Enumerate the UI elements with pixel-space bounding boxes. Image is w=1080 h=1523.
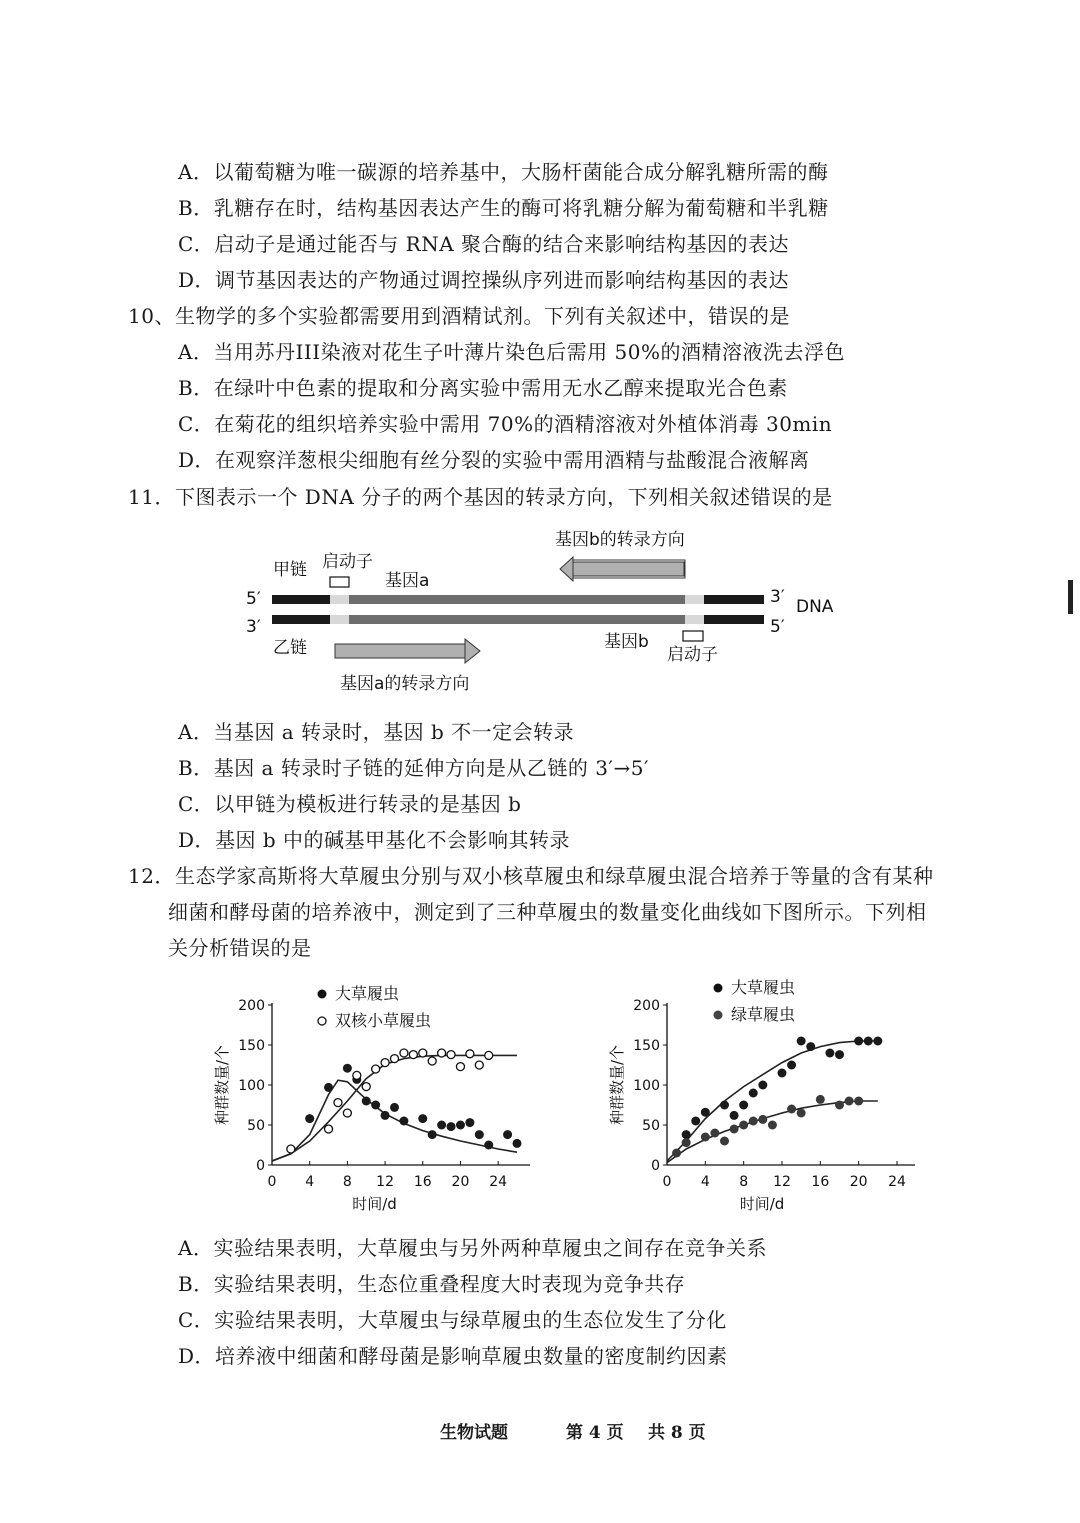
data-point [465, 1118, 474, 1127]
y-tick-label: 0 [651, 1158, 660, 1174]
x-tick-label: 20 [849, 1174, 868, 1190]
data-point [447, 1051, 455, 1059]
data-point [854, 1037, 863, 1046]
data-point [475, 1130, 484, 1139]
data-point [768, 1121, 777, 1130]
x-axis-label: 时间/d [352, 1195, 397, 1213]
five-prime-bottom-right: 5′ [770, 617, 785, 637]
q9-option-c: C．启动子是通过能否与 RNA 聚合酶的结合来影响结构基因的表达 [178, 232, 790, 256]
x-tick-label: 8 [342, 1174, 352, 1190]
three-prime-top-right: 3′ [770, 587, 785, 607]
data-point [485, 1051, 493, 1059]
gene-a-region-top [330, 595, 700, 604]
data-point [372, 1065, 380, 1073]
data-point [835, 1101, 844, 1110]
data-point [362, 1083, 370, 1091]
five-prime-top-left: 5′ [246, 589, 261, 609]
q10-option-b: B．在绿叶中色素的提取和分离实验中需用无水乙醇来提取光合色素 [178, 376, 788, 400]
x-tick-label: 24 [489, 1174, 508, 1190]
data-point [845, 1097, 854, 1106]
data-point [739, 1121, 748, 1130]
data-point [287, 1145, 295, 1153]
data-point [484, 1141, 493, 1150]
q11-option-c: C．以甲链为模板进行转录的是基因 b [178, 792, 522, 816]
x-tick-label: 12 [773, 1174, 791, 1190]
y-tick-label: 200 [633, 998, 660, 1014]
q12-stem-line-2: 细菌和酵母菌的培养液中，测定到了三种草履虫的数量变化曲线如下图所示。下列相 [168, 900, 927, 924]
x-tick-label: 16 [811, 1174, 830, 1190]
data-point [710, 1129, 719, 1138]
legend-marker [318, 990, 327, 999]
gene-b-direction-label: 基因b的转录方向 [555, 530, 685, 550]
y-tick-label: 0 [256, 1158, 265, 1174]
q10-stem: 10、生物学的多个实验都需要用到酒精试剂。下列有关叙述中，错误的是 [128, 304, 790, 328]
data-point [428, 1057, 436, 1065]
data-point [334, 1099, 342, 1107]
data-point [456, 1121, 465, 1130]
q9-option-d: D．调节基因表达的产物通过调控操纵序列进而影响结构基因的表达 [178, 268, 790, 292]
q12-option-b: B．实验结果表明，生态位重叠程度大时表现为竞争共存 [178, 1272, 686, 1296]
y-axis-label: 种群数量/个 [608, 1044, 626, 1126]
data-point [428, 1130, 437, 1139]
q12-option-a: A．实验结果表明，大草履虫与另外两种草履虫之间存在竞争关系 [178, 1236, 767, 1260]
data-point [758, 1115, 767, 1124]
x-axis-label: 时间/d [739, 1195, 785, 1213]
legend-label: 大草履虫 [731, 978, 796, 997]
y-tick-label: 200 [238, 998, 265, 1014]
footer-page: 第 4 页 [566, 1423, 624, 1443]
data-point [730, 1111, 739, 1120]
data-point [701, 1133, 710, 1142]
dna-diagram [230, 520, 850, 700]
data-point [400, 1049, 408, 1057]
gene-a-arrow [335, 644, 465, 658]
data-point [503, 1130, 512, 1139]
legend-marker [714, 1011, 723, 1020]
data-point [816, 1095, 825, 1104]
data-point [672, 1149, 681, 1158]
data-point [720, 1101, 729, 1110]
data-point [806, 1042, 815, 1051]
promoter-bottom-label: 启动子 [667, 645, 718, 665]
data-point [437, 1121, 446, 1130]
legend-label: 双核小草履虫 [335, 1011, 432, 1030]
x-tick-label: 12 [376, 1174, 394, 1190]
q11-option-a: A．当基因 a 转录时，基因 b 不一定会转录 [178, 720, 575, 744]
data-point [720, 1137, 729, 1146]
promoter-bottom-box [683, 631, 703, 641]
data-point [438, 1049, 446, 1057]
q9-option-a: A．以葡萄糖为唯一碳源的培养基中，大肠杆菌能合成分解乳糖所需的酶 [178, 160, 829, 184]
data-point [399, 1117, 408, 1126]
chart-right [600, 970, 920, 1220]
q10-option-d: D．在观察洋葱根尖细胞有丝分裂的实验中需用酒精与盐酸混合液解离 [178, 448, 810, 472]
promoter-top-label: 启动子 [322, 552, 373, 572]
x-tick-label: 4 [305, 1174, 315, 1190]
y-tick-label: 150 [238, 1038, 265, 1054]
data-point [381, 1111, 390, 1120]
promoter-b-bottom [685, 615, 704, 624]
data-point [409, 1051, 417, 1059]
data-point [325, 1125, 333, 1133]
data-point [864, 1037, 873, 1046]
chart-left [200, 975, 540, 1225]
legend-label: 大草履虫 [335, 984, 400, 1003]
x-tick-label: 0 [662, 1174, 672, 1190]
data-point [730, 1125, 739, 1134]
q12-stem-line-3: 关分析错误的是 [168, 936, 312, 960]
x-tick-label: 0 [267, 1174, 277, 1190]
data-point [758, 1081, 767, 1090]
data-point [466, 1050, 474, 1058]
q11-option-d: D．基因 b 中的碱基甲基化不会影响其转录 [178, 828, 571, 852]
data-point [447, 1122, 456, 1131]
footer-subject: 生物试题 [440, 1423, 508, 1443]
q12-option-d: D．培养液中细菌和酵母菌是影响草履虫数量的密度制约因素 [178, 1344, 728, 1368]
x-tick-label: 4 [700, 1174, 710, 1190]
q10-option-a: A．当用苏丹III染液对花生子叶薄片染色后需用 50%的酒精溶液洗去浮色 [178, 340, 845, 364]
y-tick-label: 150 [633, 1038, 660, 1054]
legend-marker [714, 984, 723, 993]
data-point [797, 1109, 806, 1118]
y-tick-label: 100 [238, 1078, 265, 1094]
y-tick-label: 50 [247, 1118, 265, 1134]
promoter-b-top [685, 595, 704, 604]
promoter-a-top [330, 595, 349, 604]
chain-yi-label: 乙链 [273, 638, 307, 658]
dna-label: DNA [796, 597, 834, 617]
data-point [835, 1050, 844, 1059]
q11-stem: 11．下图表示一个 DNA 分子的两个基因的转录方向，下列相关叙述错误的是 [128, 485, 833, 509]
gene-a-region-bottom [330, 615, 700, 624]
x-tick-label: 8 [739, 1174, 749, 1190]
data-point [456, 1063, 464, 1071]
data-point [691, 1117, 700, 1126]
data-point [475, 1061, 483, 1069]
data-point [381, 1059, 389, 1067]
data-point [343, 1064, 352, 1073]
data-point [682, 1130, 691, 1139]
x-tick-label: 20 [451, 1174, 470, 1190]
data-point [797, 1037, 806, 1046]
data-point [739, 1101, 748, 1110]
data-point [749, 1117, 758, 1126]
data-point [778, 1069, 787, 1078]
data-point [362, 1097, 371, 1106]
data-point [825, 1049, 834, 1058]
x-tick-label: 16 [413, 1174, 432, 1190]
data-point [391, 1055, 399, 1063]
gene-a-direction-label: 基因a的转录方向 [340, 674, 470, 694]
gene-b-label: 基因b [604, 632, 649, 652]
data-point [513, 1139, 522, 1148]
data-point [418, 1114, 427, 1123]
series-curve [667, 1101, 878, 1163]
q10-option-c: C．在菊花的组织培养实验中需用 70%的酒精溶液对外植体消毒 30min [178, 412, 833, 436]
data-point [353, 1071, 361, 1079]
data-point [371, 1101, 380, 1110]
gene-a-label: 基因a [385, 571, 430, 591]
data-point [701, 1108, 710, 1117]
data-point [324, 1083, 333, 1092]
x-tick-label: 24 [888, 1174, 906, 1190]
q11-option-b: B．基因 a 转录时子链的延伸方向是从乙链的 3′→5′ [178, 756, 649, 780]
data-point [343, 1109, 351, 1117]
footer-total: 共 8 页 [648, 1423, 706, 1443]
data-point [305, 1114, 314, 1123]
y-axis-label: 种群数量/个 [213, 1044, 231, 1126]
q9-option-b: B．乳糖存在时，结构基因表达产生的酶可将乳糖分解为葡萄糖和半乳糖 [178, 196, 829, 220]
three-prime-bottom-left: 3′ [246, 617, 261, 637]
data-point [682, 1138, 691, 1147]
scan-edge-mark [1068, 580, 1073, 614]
data-point [787, 1105, 796, 1114]
data-point [390, 1103, 399, 1112]
data-point [419, 1049, 427, 1057]
legend-label: 绿草履虫 [731, 1005, 796, 1024]
data-point [873, 1037, 882, 1046]
promoter-a-bottom [330, 615, 349, 624]
legend-marker [318, 1017, 326, 1025]
data-point [749, 1089, 758, 1098]
y-tick-label: 50 [642, 1118, 660, 1134]
q12-option-c: C．实验结果表明，大草履虫与绿草履虫的生态位发生了分化 [178, 1308, 727, 1332]
chain-jia-label: 甲链 [273, 560, 307, 580]
q12-stem-line-1: 12．生态学家高斯将大草履虫分别与双小核草履虫和绿草履虫混合培养于等量的含有某种 [128, 864, 934, 888]
promoter-top-box [330, 577, 349, 587]
data-point [854, 1097, 863, 1106]
y-tick-label: 100 [633, 1078, 660, 1094]
data-point [787, 1061, 796, 1070]
